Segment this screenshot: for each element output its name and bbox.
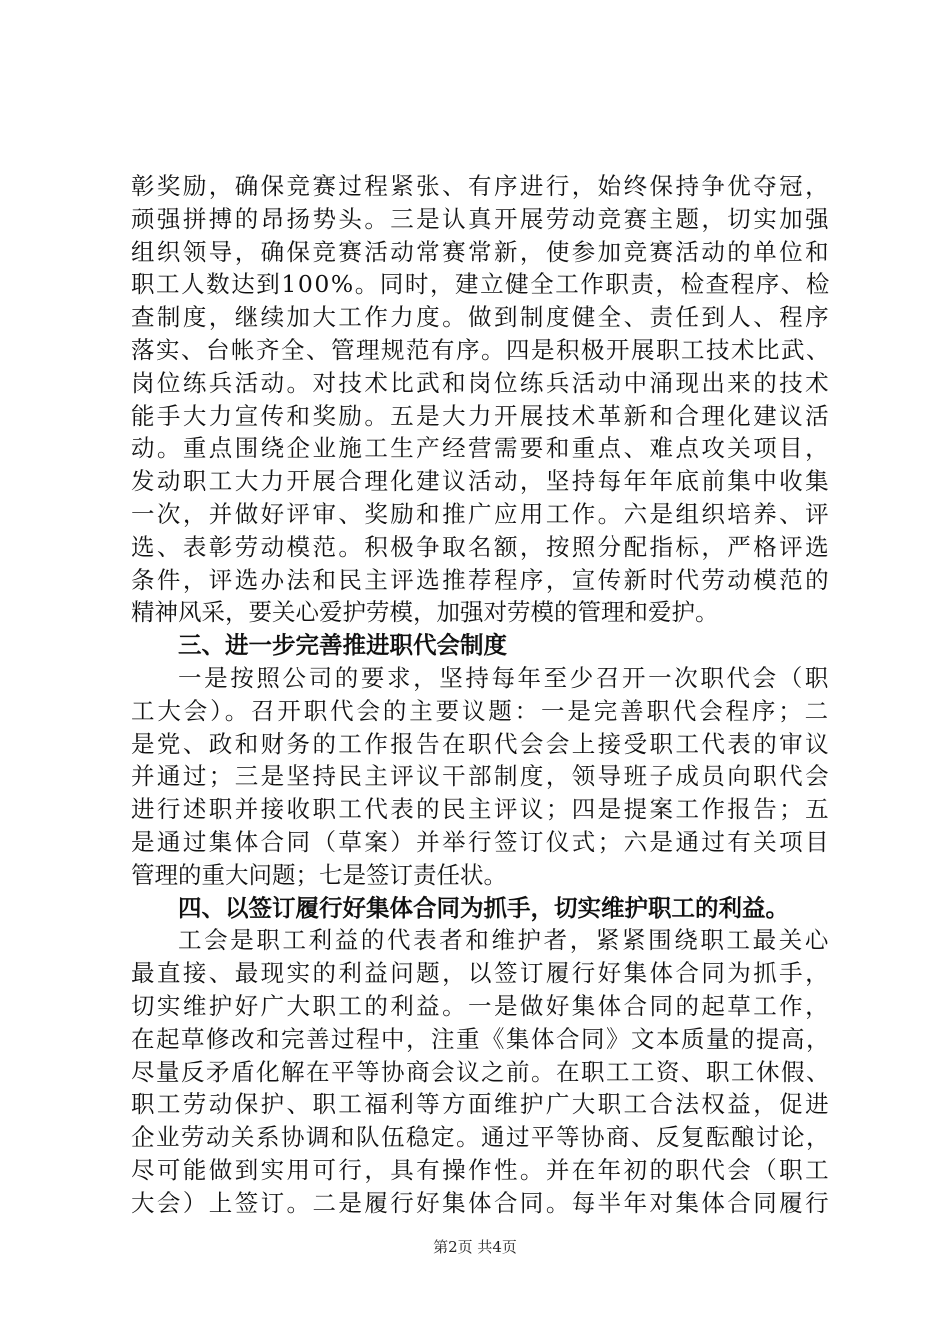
paragraph-line: 在起草修改和完善过程中，注重《集体合同》文本质量的提高， [131,1024,831,1053]
paragraph-line: 查制度，继续加大工作力度。做到制度健全、责任到人、程序 [131,303,831,332]
paragraph-line: 动。重点围绕企业施工生产经营需要和重点、难点攻关项目， [131,434,831,463]
paragraph-line: 精神风采，要关心爱护劳模，加强对劳模的管理和爱护。 [131,598,719,627]
paragraph-line: 是党、政和财务的工作报告在职代会会上接受职工代表的审议 [131,729,831,758]
paragraph-line: 尽可能做到实用可行，具有操作性。并在年初的职代会（职工 [131,1155,831,1184]
paragraph-line: 能手大力宣传和奖励。五是大力开展技术革新和合理化建议活 [131,401,831,430]
document-body [131,170,831,1220]
paragraph-line: 选、表彰劳动模范。积极争取名额，按照分配指标，严格评选 [131,532,831,561]
paragraph-line: 大会）上签订。二是履行好集体合同。每半年对集体合同履行 [131,1188,831,1217]
paragraph-line: 最直接、最现实的利益问题，以签订履行好集体合同为抓手， [131,959,831,988]
section-heading: 三、进一步完善推进职代会制度 [178,631,507,660]
paragraph-line: 条件，评选办法和民主评选推荐程序，宣传新时代劳动模范的 [131,565,831,594]
paragraph-line: 是通过集体合同（草案）并举行签订仪式；六是通过有关项目 [131,827,831,856]
paragraph-line: 职工劳动保护、职工福利等方面维护广大职工合法权益，促进 [131,1090,831,1119]
paragraph-line: 一次，并做好评审、奖励和推广应用工作。六是组织培养、评 [131,499,831,528]
paragraph-line: 工大会）。召开职代会的主要议题：一是完善职代会程序；二 [131,696,831,725]
paragraph-line: 岗位练兵活动。对技术比武和岗位练兵活动中涌现出来的技术 [131,368,831,397]
paragraph-line: 管理的重大问题；七是签订责任状。 [131,860,507,889]
paragraph-line: 一是按照公司的要求，坚持每年至少召开一次职代会（职 [178,663,831,692]
paragraph-line: 顽强拼搏的昂扬势头。三是认真开展劳动竞赛主题，切实加强 [131,204,831,233]
paragraph-line: 并通过；三是坚持民主评议干部制度，领导班子成员向职代会 [131,762,831,791]
paragraph-line: 进行述职并接收职工代表的民主评议；四是提案工作报告；五 [131,795,831,824]
paragraph-line: 职工人数达到100%。同时，建立健全工作职责，检查程序、检 [131,270,831,299]
paragraph-line: 工会是职工利益的代表者和维护者，紧紧围绕职工最关心 [178,926,831,955]
paragraph-line: 彰奖励，确保竞赛过程紧张、有序进行，始终保持争优夺冠， [131,172,831,200]
paragraph-line: 企业劳动关系协调和队伍稳定。通过平等协商、反复酝酿讨论， [131,1123,831,1152]
paragraph-line: 组织领导，确保竞赛活动常赛常新，使参加竞赛活动的单位和 [131,237,831,266]
page-footer: 第2页 共4页 [433,1238,517,1256]
section-heading: 四、以签订履行好集体合同为抓手，切实维护职工的利益。 [178,893,789,922]
paragraph-line: 落实、台帐齐全、管理规范有序。四是积极开展职工技术比武、 [131,335,831,364]
paragraph-line: 切实维护好广大职工的利益。一是做好集体合同的起草工作， [131,991,831,1020]
paragraph-line: 尽量反矛盾化解在平等协商会议之前。在职工工资、职工休假、 [131,1057,831,1086]
paragraph-line: 发动职工大力开展合理化建议活动，坚持每年年底前集中收集 [131,467,831,496]
